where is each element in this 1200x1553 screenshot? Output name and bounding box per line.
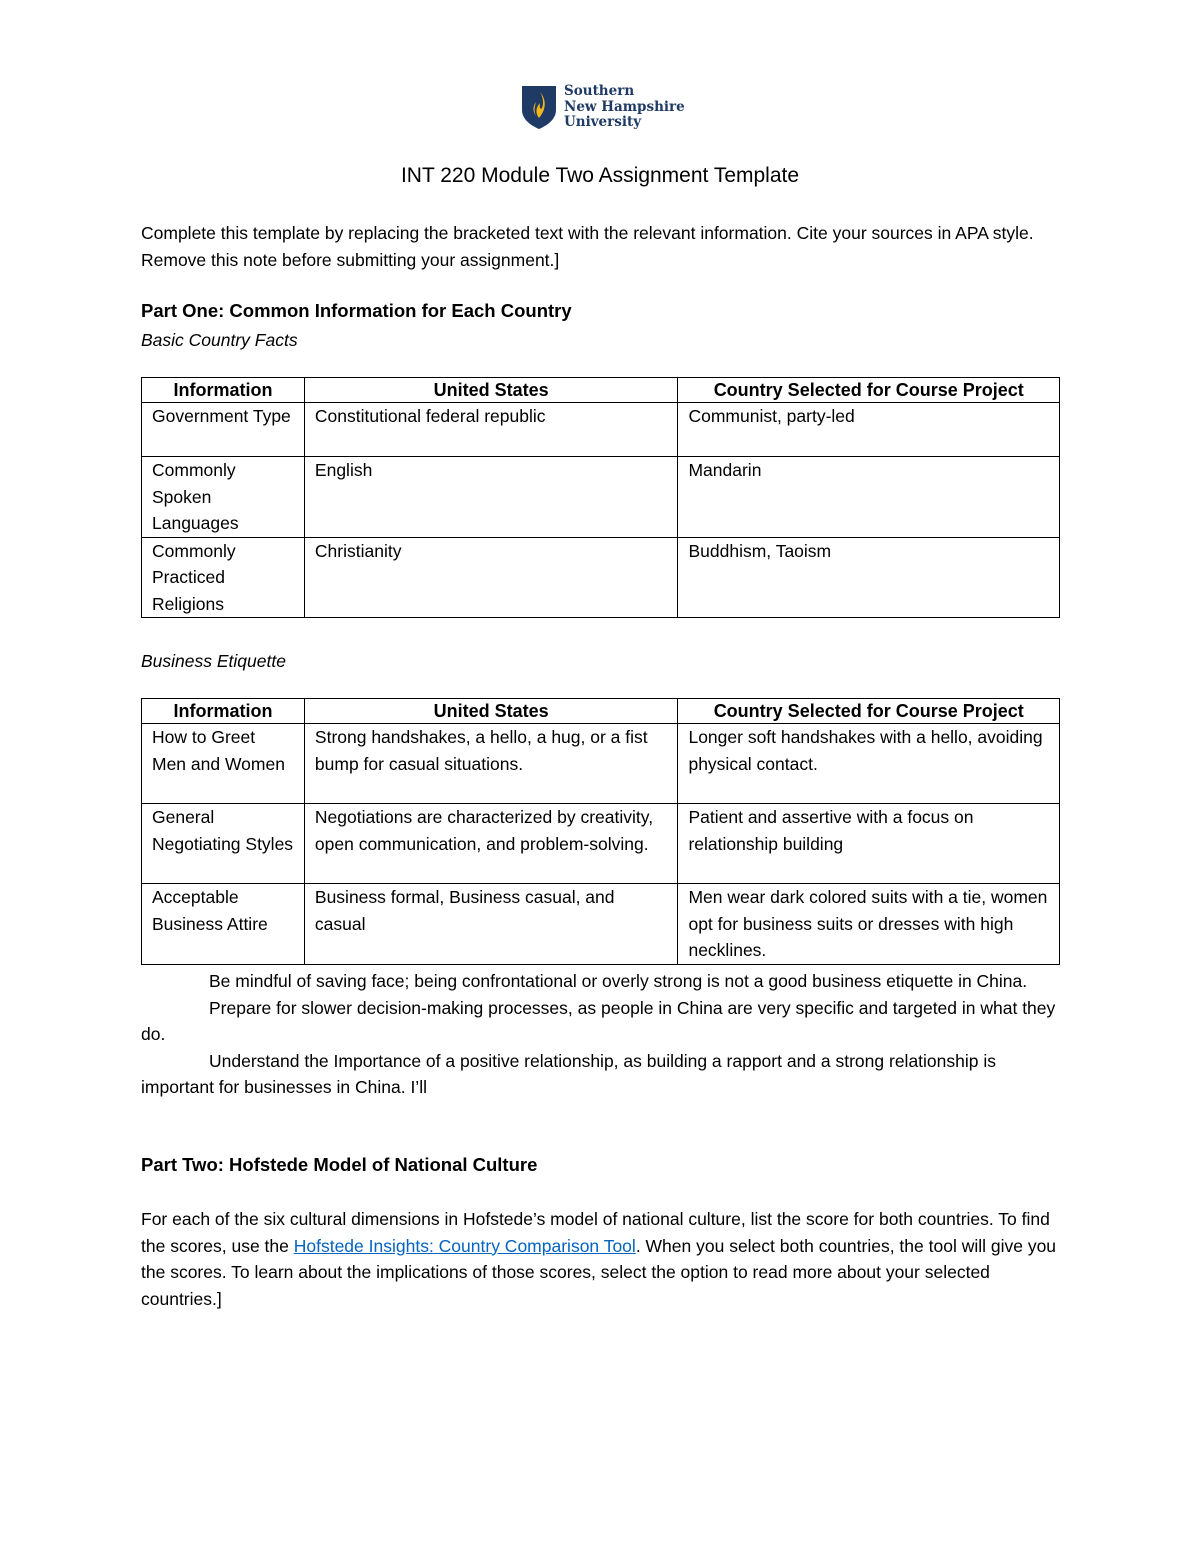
table-header-row xyxy=(142,378,1060,403)
table-row xyxy=(142,537,1060,618)
part-two-heading: Part Two: Hofstede Model of National Culture xyxy=(141,1154,538,1175)
hofstede-comparison-link[interactable]: Hofstede Insights: Country Comparison Tool xyxy=(293,1235,636,1256)
header-information: Information xyxy=(142,699,305,724)
table-row xyxy=(142,884,1060,965)
business-etiquette-table xyxy=(141,698,1060,965)
etiquette-notes xyxy=(141,968,1061,1101)
note-paragraph: Be mindful of saving face; being confrontational or overly strong is not a good business etiquette in China. xyxy=(209,971,1028,991)
country-value: Mandarin xyxy=(678,457,1060,538)
country-value: Buddhism, Taoism xyxy=(678,537,1060,618)
logo-line-1: Southern xyxy=(564,83,635,99)
table-row xyxy=(142,804,1060,884)
country-value: Communist, party-led xyxy=(678,403,1060,457)
us-value: English xyxy=(304,457,678,538)
header-information: Information xyxy=(142,378,305,403)
basic-facts-table xyxy=(141,377,1060,618)
header-selected-country: Country Selected for Course Project xyxy=(678,699,1060,724)
row-label: Acceptable Business Attire xyxy=(142,884,305,965)
part-one-heading: Part One: Common Information for Each Country xyxy=(141,300,572,321)
table-row xyxy=(142,403,1060,457)
row-label: Government Type xyxy=(142,403,305,457)
note-paragraph: Understand the Importance of a positive relationship, as building a rapport and a strong relationship is important for businesses in China. I’ll xyxy=(141,1050,996,1097)
document-title: INT 220 Module Two Assignment Template xyxy=(400,164,800,187)
us-value: Strong handshakes, a hello, a hug, or a fist bump for casual situations. xyxy=(304,724,678,804)
us-value: Business formal, Business casual, and casual xyxy=(304,884,678,965)
note-paragraph: Prepare for slower decision-making processes, as people in China are very specific and targeted in what they do. xyxy=(141,997,1056,1044)
row-label: General Negotiating Styles xyxy=(142,804,305,884)
shield-flame-icon xyxy=(520,84,558,130)
part-two-paragraph xyxy=(141,1206,1061,1312)
country-value: Men wear dark colored suits with a tie, women opt for business suits or dresses with high necklines. xyxy=(678,884,1060,965)
us-value: Constitutional federal republic xyxy=(304,403,678,457)
university-logo xyxy=(520,84,685,131)
header-selected-country: Country Selected for Course Project xyxy=(678,378,1060,403)
table-header-row xyxy=(142,699,1060,724)
country-value: Longer soft handshakes with a hello, avoiding physical contact. xyxy=(678,724,1060,804)
row-label: Commonly Practiced Religions xyxy=(142,537,305,618)
etiquette-subheading: Business Etiquette xyxy=(141,651,286,671)
logo-line-2: New Hampshire xyxy=(564,98,685,115)
row-label: How to Greet Men and Women xyxy=(142,724,305,804)
intro-paragraph: Complete this template by replacing the bracketed text with the relevant information. Cite your sources in APA style. Remove this note before submitting your assignment.] xyxy=(141,223,1034,270)
table-row xyxy=(142,724,1060,804)
country-value: Patient and assertive with a focus on relationship building xyxy=(678,804,1060,884)
row-label: Commonly Spoken Languages xyxy=(142,457,305,538)
header-united-states: United States xyxy=(304,378,678,403)
table-row xyxy=(142,457,1060,538)
us-value: Christianity xyxy=(304,537,678,618)
us-value: Negotiations are characterized by creativity, open communication, and problem-solving. xyxy=(304,804,678,884)
basic-facts-subheading: Basic Country Facts xyxy=(141,330,298,350)
paragraph-text-before-link: For each of the six cultural dimensions in Hofstede’s model of national culture, list the score for both countries. To find the scores, use the xyxy=(141,1209,1050,1256)
header-united-states: United States xyxy=(304,699,678,724)
logo-line-3: University xyxy=(564,114,642,130)
paragraph-text-after-link: . When you select both countries, the tool will give you the scores. To learn about the implications of those scores, select the option to read more about your selected countries.] xyxy=(141,1235,1057,1309)
